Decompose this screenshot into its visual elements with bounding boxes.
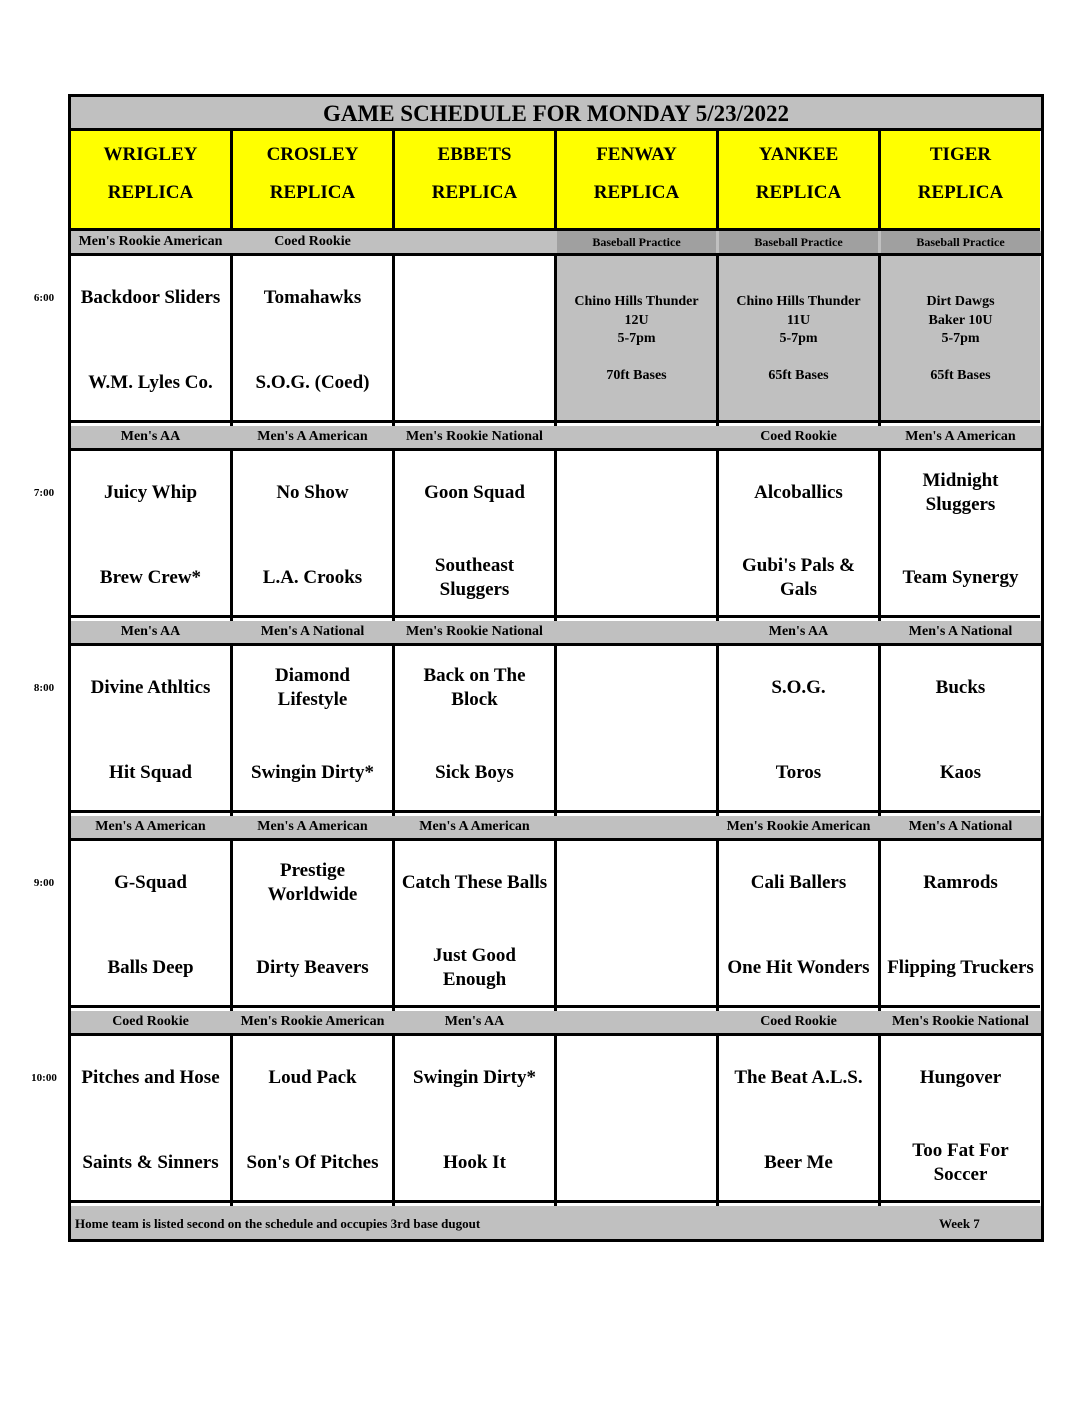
visiting-team: Juicy Whip xyxy=(103,482,198,503)
game-cell xyxy=(719,646,878,813)
division-label: Coed Rookie xyxy=(233,231,392,253)
game-cell xyxy=(395,256,554,423)
practice-line: 11U xyxy=(786,312,811,328)
division-label: Men's AA xyxy=(719,621,878,643)
division-label: Baseball Practice xyxy=(881,231,1040,253)
field-name: TIGER xyxy=(929,144,992,165)
division-label: Men's AA xyxy=(395,1011,554,1033)
visiting-team: Diamond Lifestyle xyxy=(275,665,350,710)
visiting-team: Swingin Dirty* xyxy=(413,1067,536,1088)
division-label xyxy=(557,816,716,838)
home-team: Beer Me xyxy=(764,1152,833,1173)
practice-cell xyxy=(557,256,716,423)
field-header-tiger xyxy=(881,131,1040,231)
visiting-team: Backdoor Sliders xyxy=(80,287,221,308)
field-name: EBBETS xyxy=(437,144,512,165)
visiting-team: Pitches and Hose xyxy=(81,1067,220,1088)
practice-line: Chino Hills Thunder xyxy=(574,294,699,309)
division-label: Coed Rookie xyxy=(719,1011,878,1033)
visiting-team: Bucks xyxy=(935,677,986,698)
field-header-fenway xyxy=(557,131,716,231)
division-label xyxy=(395,231,554,253)
visiting-team: Cali Ballers xyxy=(750,872,847,893)
footer-bar xyxy=(71,1206,1041,1239)
practice-bases: 65ft Bases xyxy=(930,367,991,383)
practice-info xyxy=(557,293,716,385)
visiting-team: Divine Athltics xyxy=(90,677,211,698)
division-label: Men's Rookie National xyxy=(395,621,554,643)
visiting-team: Loud Pack xyxy=(268,1067,357,1088)
visiting-team: No Show xyxy=(276,482,349,503)
practice-line: 5-7pm xyxy=(941,331,980,346)
field-name: CROSLEY xyxy=(266,144,359,165)
visiting-team: Midnight Sluggers xyxy=(922,470,999,515)
time-label: 6:00 xyxy=(33,292,55,304)
game-cell xyxy=(881,841,1040,1008)
division-label: Men's Rookie American xyxy=(71,231,230,253)
division-label: Men's Rookie American xyxy=(719,816,878,838)
home-team: W.M. Lyles Co. xyxy=(88,372,213,393)
division-label: Men's A National xyxy=(233,621,392,643)
visiting-team: Alcoballics xyxy=(754,482,843,503)
game-cell xyxy=(233,1036,392,1203)
game-cell xyxy=(881,451,1040,618)
practice-info xyxy=(881,293,1040,385)
division-label: Men's Rookie National xyxy=(395,426,554,448)
visiting-team: Prestige Worldwide xyxy=(267,860,358,905)
time-label: 8:00 xyxy=(33,682,55,694)
game-cell xyxy=(881,1036,1040,1203)
division-label: Men's A American xyxy=(71,816,230,838)
schedule-sheet xyxy=(68,94,1044,1242)
field-header-crosley xyxy=(233,131,392,231)
game-cell xyxy=(719,841,878,1008)
visiting-team: Hungover xyxy=(919,1067,1002,1088)
division-label: Baseball Practice xyxy=(719,231,878,253)
division-label xyxy=(557,426,716,448)
game-cell xyxy=(71,256,230,423)
visiting-team: Tomahawks xyxy=(263,287,362,308)
division-label: Men's A National xyxy=(881,816,1040,838)
field-header-wrigley xyxy=(71,131,230,231)
field-header-ebbets xyxy=(395,131,554,231)
field-name: FENWAY xyxy=(596,144,677,165)
field-subtitle: REPLICA xyxy=(593,182,680,203)
practice-line: 5-7pm xyxy=(779,331,818,346)
home-team: Balls Deep xyxy=(107,957,194,978)
game-cell xyxy=(233,256,392,423)
game-cell xyxy=(233,646,392,813)
division-label: Men's A American xyxy=(233,816,392,838)
division-label: Men's AA xyxy=(71,426,230,448)
game-cell xyxy=(719,1036,878,1203)
home-team: One Hit Wonders xyxy=(727,957,870,978)
field-subtitle: REPLICA xyxy=(755,182,842,203)
home-team: Swingin Dirty* xyxy=(251,762,374,783)
home-team: Just Good Enough xyxy=(433,945,516,990)
visiting-team: G-Squad xyxy=(114,872,187,893)
visiting-team: Ramrods xyxy=(923,872,998,893)
division-label: Coed Rookie xyxy=(719,426,878,448)
game-cell xyxy=(395,1036,554,1203)
home-team: Sick Boys xyxy=(435,762,514,783)
field-name: YANKEE xyxy=(758,144,839,165)
visiting-team: The Beat A.L.S. xyxy=(734,1067,863,1088)
home-team: Flipping Truckers xyxy=(887,957,1034,978)
division-label: Men's A American xyxy=(233,426,392,448)
division-label: Men's Rookie American xyxy=(233,1011,392,1033)
home-team: Hook It xyxy=(443,1152,506,1173)
home-team: Son's Of Pitches xyxy=(246,1152,379,1173)
game-cell xyxy=(395,451,554,618)
practice-line: Chino Hills Thunder xyxy=(736,294,861,309)
game-cell xyxy=(395,841,554,1008)
practice-line: 5-7pm xyxy=(617,331,656,346)
field-subtitle: REPLICA xyxy=(107,182,194,203)
division-label: Men's A American xyxy=(881,426,1040,448)
game-cell xyxy=(557,646,716,813)
visiting-team: Back on The Block xyxy=(423,665,526,710)
time-label: 7:00 xyxy=(33,487,55,499)
game-cell xyxy=(71,451,230,618)
home-team: Too Fat For Soccer xyxy=(912,1140,1009,1185)
visiting-team: Catch These Balls xyxy=(401,872,548,893)
page-title: GAME SCHEDULE FOR MONDAY 5/23/2022 xyxy=(71,97,1041,131)
division-label: Men's A National xyxy=(881,621,1040,643)
game-cell xyxy=(233,451,392,618)
visiting-team: Goon Squad xyxy=(424,482,525,503)
time-label: 9:00 xyxy=(33,877,55,889)
practice-info xyxy=(719,293,878,385)
home-team: Toros xyxy=(775,762,822,783)
game-cell xyxy=(71,1036,230,1203)
home-team: Southeast Sluggers xyxy=(434,555,515,600)
practice-cell xyxy=(719,256,878,423)
game-cell xyxy=(881,646,1040,813)
game-cell xyxy=(719,451,878,618)
practice-line: 12U xyxy=(624,312,649,328)
division-label: Men's A American xyxy=(395,816,554,838)
division-label: Baseball Practice xyxy=(557,231,716,253)
home-team: L.A. Crooks xyxy=(262,567,363,588)
game-cell xyxy=(71,646,230,813)
home-team: Gubi's Pals & Gals xyxy=(742,555,855,600)
time-label: 10:00 xyxy=(31,1072,57,1084)
game-cell xyxy=(395,646,554,813)
division-label: Men's AA xyxy=(71,621,230,643)
field-subtitle: REPLICA xyxy=(269,182,356,203)
home-team: Hit Squad xyxy=(109,762,192,783)
field-subtitle: REPLICA xyxy=(431,182,518,203)
division-label: Men's Rookie National xyxy=(881,1011,1040,1033)
game-cell xyxy=(233,841,392,1008)
division-label xyxy=(557,621,716,643)
game-cell xyxy=(557,841,716,1008)
home-team: Brew Crew* xyxy=(99,567,202,588)
field-header-yankee xyxy=(719,131,878,231)
practice-bases: 70ft Bases xyxy=(606,367,667,383)
game-cell xyxy=(557,451,716,618)
visiting-team: S.O.G. xyxy=(771,677,826,698)
home-team: S.O.G. (Coed) xyxy=(255,372,370,393)
home-team: Dirty Beavers xyxy=(256,957,369,978)
footer-note: Home team is listed second on the schedule and occupies 3rd base dugout xyxy=(75,1216,481,1231)
field-name: WRIGLEY xyxy=(103,144,198,165)
division-label: Coed Rookie xyxy=(71,1011,230,1033)
practice-cell xyxy=(881,256,1040,423)
home-team: Team Synergy xyxy=(902,567,1019,588)
field-subtitle: REPLICA xyxy=(917,182,1004,203)
practice-line: Baker 10U xyxy=(928,312,993,328)
practice-bases: 65ft Bases xyxy=(768,367,829,383)
home-team: Saints & Sinners xyxy=(82,1152,219,1173)
home-team: Kaos xyxy=(939,762,982,783)
game-cell xyxy=(557,1036,716,1203)
division-label xyxy=(557,1011,716,1033)
week-label: Week 7 xyxy=(939,1216,980,1231)
practice-line: Dirt Dawgs xyxy=(926,294,995,309)
game-cell xyxy=(71,841,230,1008)
